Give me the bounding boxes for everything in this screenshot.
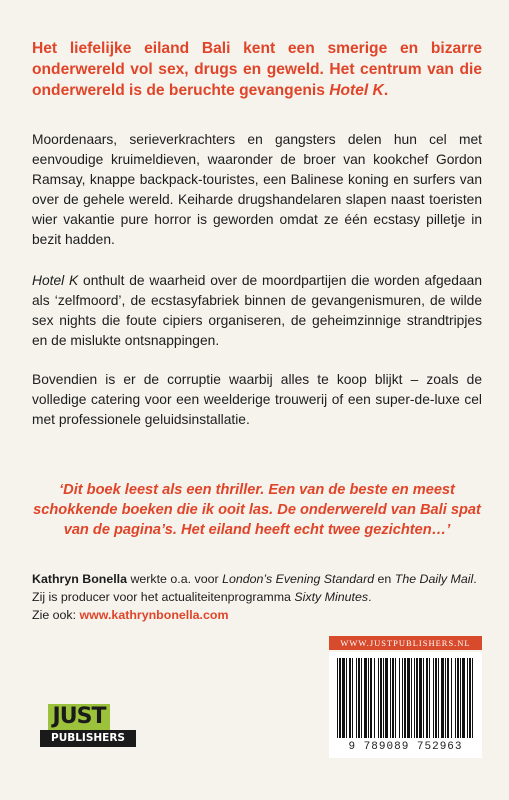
barcode-bar [356, 658, 357, 738]
barcode-bar [361, 658, 362, 738]
barcode-bar [402, 658, 403, 738]
barcode-bar [429, 658, 430, 738]
paragraph-2 [32, 271, 482, 351]
barcode-bar [426, 658, 428, 738]
barcode-bar [433, 658, 434, 738]
see-also-label: Zie ook: [32, 608, 80, 622]
barcode-bar [346, 658, 347, 738]
author-name: Kathryn Bonella [32, 572, 128, 586]
barcode-bar [457, 658, 459, 738]
barcode-bar [374, 658, 375, 738]
intro-text [32, 38, 482, 101]
barcode-bar [364, 658, 367, 738]
logo-publishers: PUBLISHERS [40, 730, 136, 747]
publication-name: London’s Evening Standard [222, 572, 375, 586]
barcode-bar [339, 658, 341, 738]
barcode-bar [411, 658, 412, 738]
barcode-bar [385, 658, 388, 738]
barcode-bar [383, 658, 384, 738]
barcode-bar [445, 658, 446, 738]
paragraph-1: Moordenaars, serieverkrachters en gangsters delen hun cel met eenvoudige kruimeldieven, waaronder de broer van kookchef Gordon Ramsay, knappe backpack-touristes, een Balinese koning en surfers van over de gehele wereld. Keiharde drugshandelaren slapen naast toeristen wier vakantie pure horror is geworden omdat ze één ecstasy pilletje in bezit hadden. [32, 132, 482, 247]
barcode-bar [337, 658, 338, 738]
barcode-bar [451, 658, 452, 738]
barcode-bar [378, 658, 379, 738]
barcode-bar [395, 658, 396, 738]
author-website-link[interactable]: www.kathrynbonella.com [79, 608, 229, 622]
author-bio-text: en [374, 572, 395, 586]
barcode-bar [423, 658, 424, 738]
publisher-url: WWW.JUSTPUBLISHERS.NL [329, 636, 482, 650]
barcode-bar [392, 658, 394, 738]
publisher-logo [40, 704, 136, 748]
paragraph-2-book-title: Hotel K [32, 273, 79, 288]
barcode-bar [460, 658, 461, 738]
intro-text-part: Het liefelijke eiland Bali kent een smerige en bizarre onderwereld vol sex, drugs en geweld. Het centrum van die onderwereld is de beruchte gevangenis [32, 40, 482, 99]
isbn-number: 9 789089 752963 [348, 741, 463, 753]
barcode-bar [416, 658, 418, 738]
author-bio-text: werkte o.a. voor [127, 572, 223, 586]
barcode-bar [414, 658, 415, 738]
author-bio-text: . Zij is producer voor het actualiteitenprogramma [32, 572, 477, 604]
barcode-bar [419, 658, 422, 738]
barcode-bar [358, 658, 360, 738]
barcode-bar [472, 658, 473, 738]
barcode-bar [390, 658, 391, 738]
barcode-bar [441, 658, 444, 738]
barcode-bar [342, 658, 345, 738]
barcode-bar [438, 658, 439, 738]
barcode-bar [455, 658, 456, 738]
barcode-bar [404, 658, 406, 738]
intro-text-end: . [383, 82, 389, 99]
barcode-bar [368, 658, 369, 738]
intro-book-title: Hotel K [329, 82, 384, 99]
barcode-bar [352, 658, 353, 738]
barcode-bar [447, 658, 449, 738]
barcode-bar [469, 658, 471, 738]
barcode-bar [370, 658, 372, 738]
barcode-bar [435, 658, 437, 738]
barcode-bar [399, 658, 400, 738]
program-name: Sixty Minutes [294, 590, 369, 604]
paragraph-2-text: onthult de waarheid over de moordpartijen die worden afgedaan als ‘zelfmoord’, de ecstasyfabriek binnen de gevangenismuren, de wilde sex nights die foute cipiers organiseren, de geheimzinnige strandtripjes en de mislukte ontsnappingen. [32, 273, 482, 348]
review-quote: ‘Dit boek leest als een thriller. Een van de beste en meest schokkende boeken die ik ooit las. De onderwereld van Bali spat van de pagina’s. Het eiland heeft echt twee gezichten…’ [33, 482, 481, 538]
author-bio [32, 570, 482, 624]
barcode-bar [349, 658, 351, 738]
publication-name: The Daily Mail [394, 572, 474, 586]
barcode [329, 652, 482, 758]
author-bio-text: . [368, 590, 372, 604]
paragraph-3: Bovendien is er de corruptie waarbij alles te koop blijkt – zoals de volledige catering voor een weelderige trouwerij of een super-de-luxe cel met professionele geluidsinstallatie. [32, 372, 482, 427]
barcode-bars [335, 658, 476, 740]
barcode-bar [380, 658, 382, 738]
barcode-bar [407, 658, 410, 738]
barcode-bar [462, 658, 465, 738]
logo-just: JUST [48, 704, 110, 730]
barcode-bar [467, 658, 468, 738]
